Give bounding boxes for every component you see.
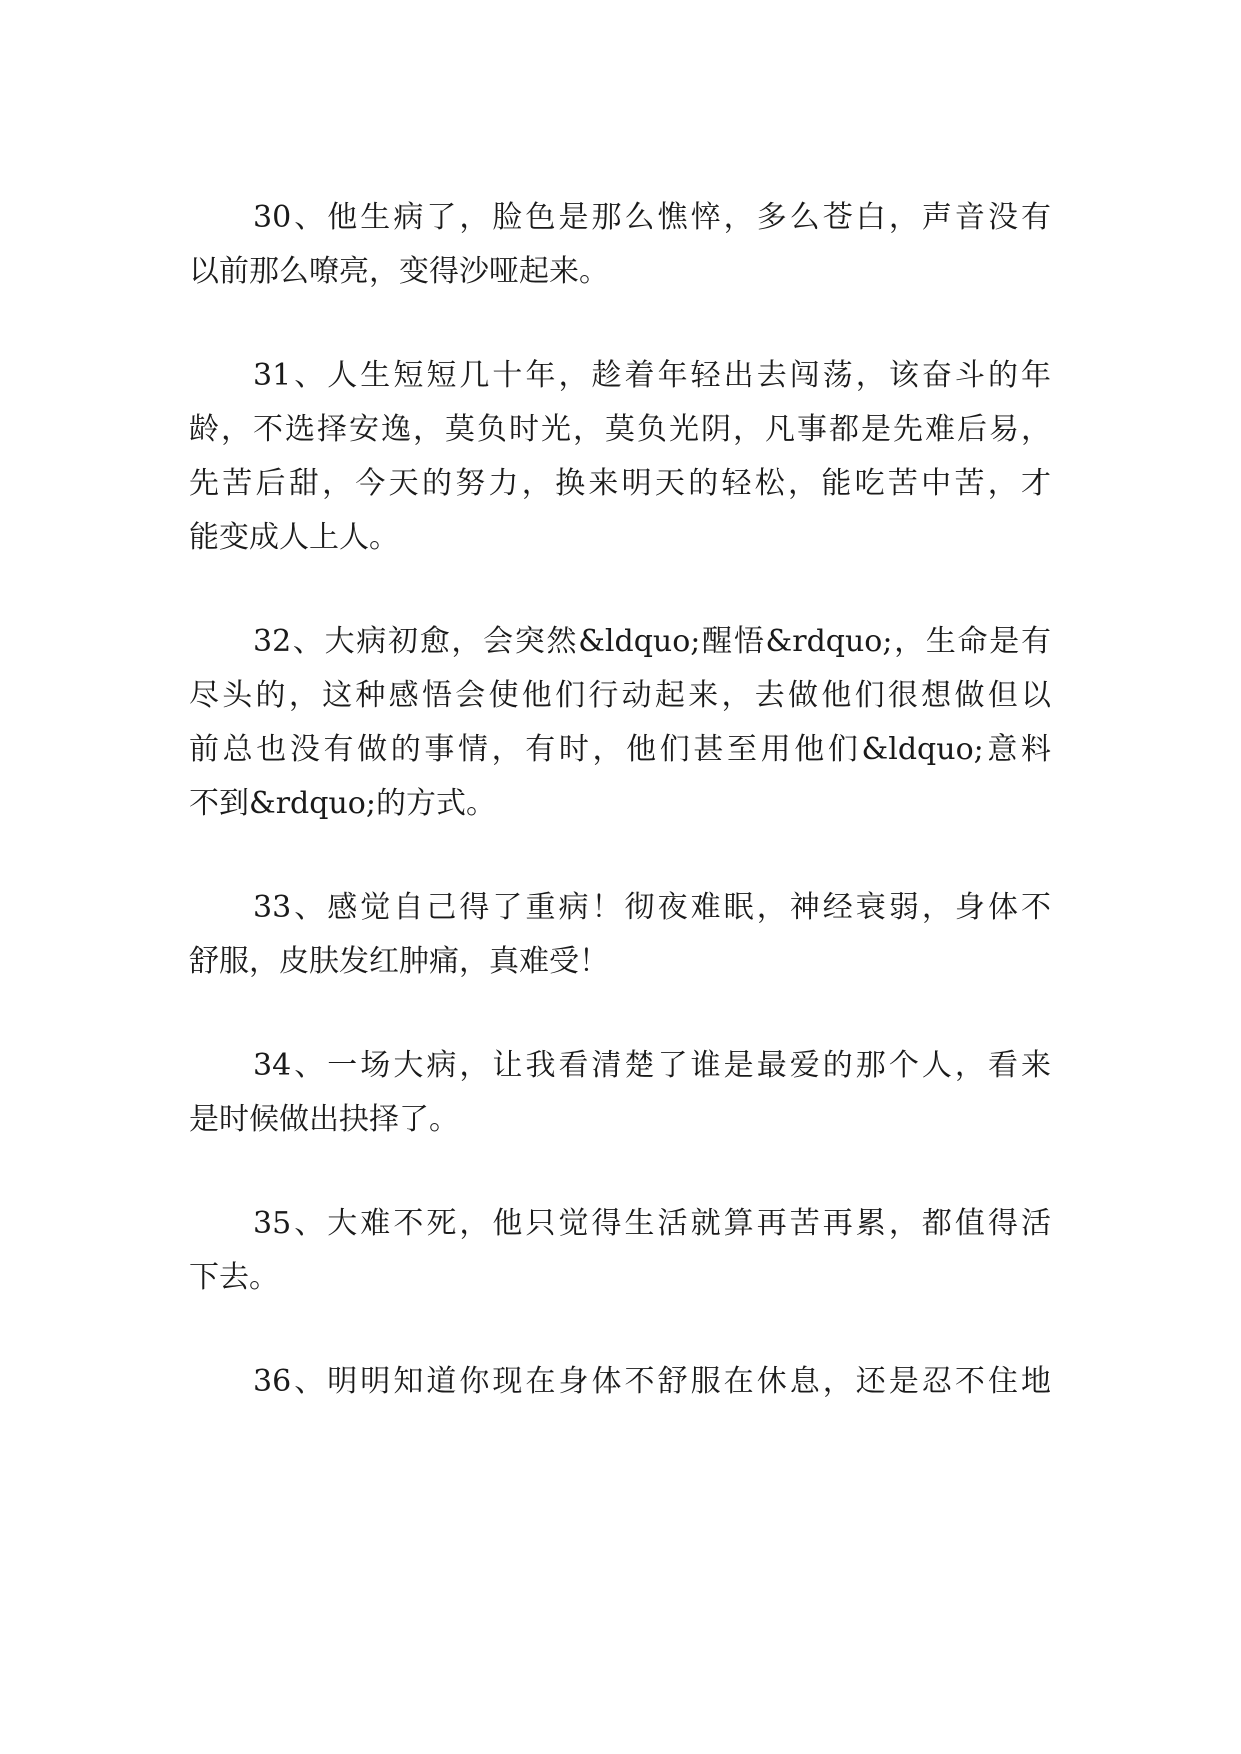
paragraph-line: 32、大病初愈，会突然&ldquo;醒悟&rdquo;，生命是有 — [253, 624, 1051, 659]
paragraph-line: 是时候做出抉择了。 — [189, 1102, 459, 1137]
paragraph-line: 31、人生短短几十年，趁着年轻出去闯荡，该奋斗的年 — [253, 358, 1051, 393]
paragraph-line: 以前那么嘹亮，变得沙哑起来。 — [189, 254, 609, 289]
paragraph-line: 下去。 — [189, 1260, 279, 1295]
paragraph-line: 36、明明知道你现在身体不舒服在休息，还是忍不住地 — [253, 1364, 1051, 1399]
paragraph-line: 不到&rdquo;的方式。 — [189, 786, 496, 821]
paragraph-line: 先苦后甜，今天的努力，换来明天的轻松，能吃苦中苦，才 — [189, 466, 1051, 501]
paragraph-line: 舒服，皮肤发红肿痛，真难受！ — [189, 944, 609, 979]
paragraph-line: 33、感觉自己得了重病！彻夜难眠，神经衰弱，身体不 — [253, 890, 1051, 925]
paragraph-line: 龄，不选择安逸，莫负时光，莫负光阴，凡事都是先难后易， — [189, 412, 1051, 447]
paragraph-line: 能变成人上人。 — [189, 520, 399, 555]
paragraph-line: 34、一场大病，让我看清楚了谁是最爱的那个人，看来 — [253, 1048, 1051, 1083]
paragraph-line: 尽头的，这种感悟会使他们行动起来，去做他们很想做但以 — [189, 678, 1051, 713]
paragraph-line: 30、他生病了，脸色是那么憔悴，多么苍白，声音没有 — [253, 200, 1051, 235]
paragraph-line: 前总也没有做的事情，有时，他们甚至用他们&ldquo;意料 — [189, 732, 1051, 767]
paragraph-line: 35、大难不死，他只觉得生活就算再苦再累，都值得活 — [253, 1206, 1051, 1241]
